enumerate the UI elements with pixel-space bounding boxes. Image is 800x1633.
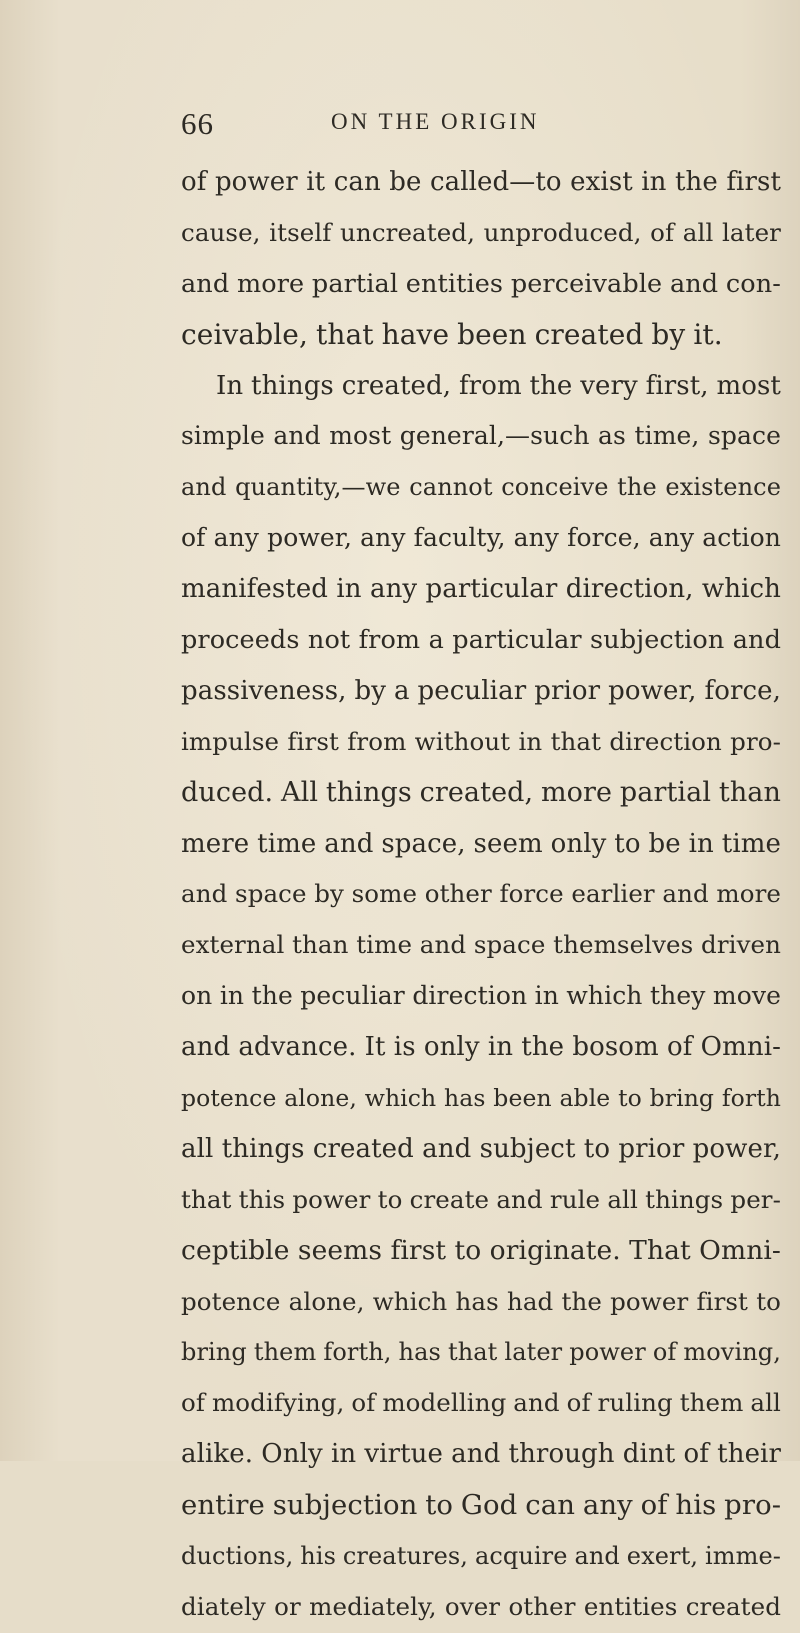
text-line: and more partial entities perceivable and con-: [181, 268, 781, 299]
text-line: alike. Only in virtue and through dint of their: [181, 1439, 781, 1470]
text-line: manifested in any particular direction, which: [181, 574, 781, 605]
text-line: cause, itself uncreated, unproduced, of all later: [181, 217, 781, 247]
text-line: passiveness, by a peculiar prior power, force,: [181, 675, 781, 706]
text-line: potence alone, which has been able to bring forth: [181, 1084, 781, 1113]
text-line: potence alone, which has had the power first to: [181, 1286, 781, 1316]
text-line: on in the peculiar direction in which they move: [181, 981, 781, 1011]
text-line: In things created, from the very first, most: [216, 370, 781, 401]
text-line: all things created and subject to prior power,: [181, 1133, 781, 1164]
text-line: and space by some other force earlier and more: [181, 879, 781, 909]
text-line: of power it can be called—to exist in the first: [181, 167, 781, 197]
text-line: and advance. It is only in the bosom of Omni-: [181, 1032, 781, 1063]
text-line: mere time and space, seem only to be in time: [181, 828, 781, 859]
text-line: of any power, any faculty, any force, any action: [181, 523, 781, 553]
running-title: ON THE ORIGIN: [331, 109, 540, 134]
running-head: [181, 106, 781, 146]
text-line: proceeds not from a particular subjection and: [181, 625, 781, 656]
text-line: diately or mediately, over other entities created: [181, 1591, 781, 1621]
body-text: [181, 157, 781, 1633]
text-line: and quantity,—we cannot conceive the existence: [181, 473, 781, 502]
page-number: 66: [181, 106, 214, 141]
text-line: ceptible seems first to originate. That Omni-: [181, 1234, 781, 1266]
text-line: impulse first from without in that direction pro-: [181, 726, 781, 756]
text-line: duced. All things created, more partial than: [181, 776, 781, 808]
text-line: ductions, his creatures, acquire and exert, imme-: [181, 1542, 781, 1571]
text-line: bring them forth, has that later power of moving,: [181, 1338, 781, 1367]
text-line: entire subjection to God can any of his pro-: [181, 1489, 782, 1522]
text-line: external than time and space themselves driven: [181, 930, 781, 960]
text-line: simple and most general,—such as time, space: [181, 421, 781, 451]
text-line: that this power to create and rule all things per-: [181, 1184, 781, 1214]
text-line: of modifying, of modelling and of ruling them all: [181, 1388, 781, 1418]
text-line: ceivable, that have been created by it.: [181, 317, 723, 351]
